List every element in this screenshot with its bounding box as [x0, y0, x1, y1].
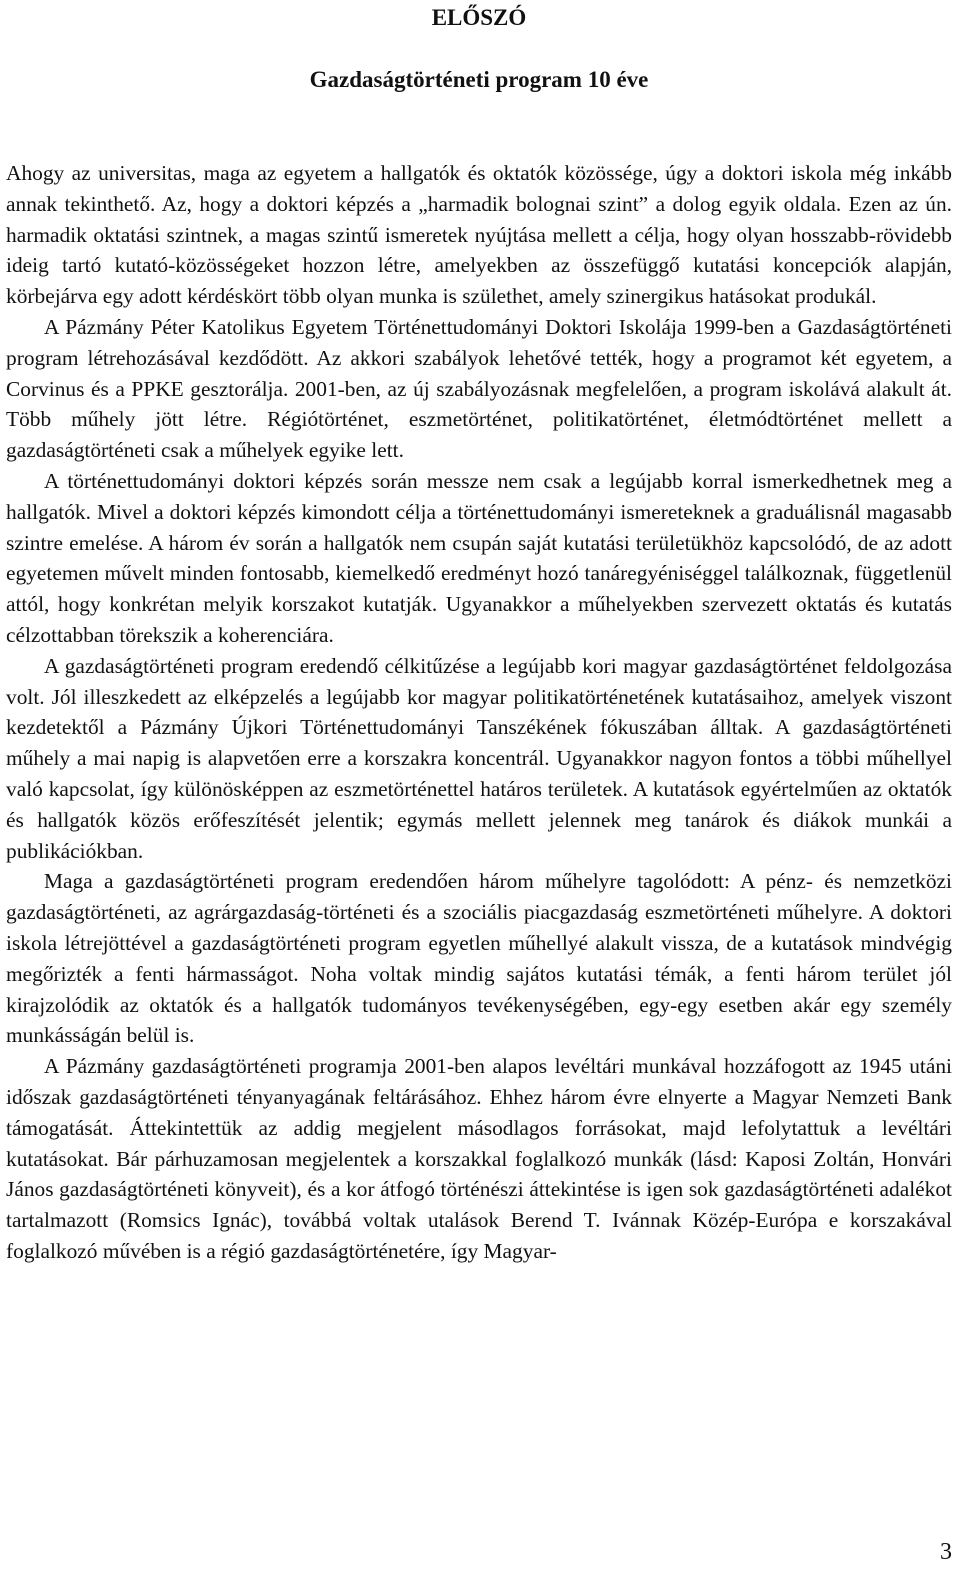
- paragraph: Maga a gazdaságtörténeti program eredendően három műhelyre tagolódott: A pénz- és nemzetközi gazdaságtörténeti, az agrárgazdaság-történeti és a szociális piacgazdaság eszmetörténeti műhelyre. A doktori iskola létrejöttével a gazdaságtörténeti program egyetlen műhellyé alakult vissza, de a kutatások mindvégig megőrizték a fenti hármasságot. Noha voltak mindig sajátos kutatási témák, a fenti három terület jól kirajzolódik az oktatók és a hallgatók tudományos tevékenységében, egy-egy esetben akár egy személy munkásságán belül is.: [6, 869, 952, 1048]
- paragraph: A történettudományi doktori képzés során messze nem csak a legújabb korral ismerkedhetnek meg a hallgatók. Mivel a doktori képzés kimondott célja a történettudományi ismereteknek a graduálisnál magasabb szintre emelése. A három év során a hallgatók nem csupán saját kutatási területükhöz kapcsolódó, de az adott egyetemen művelt minden fontosabb, kiemelkedő eredményt hozó tanáregyéniséggel találkoznak, függetlenül attól, hogy konkrétan melyik korszakot kutatják. Ugyanakkor a műhelyekben szervezett oktatás és kutatás célzottabban törekszik a koherenciára.: [6, 468, 952, 647]
- chapter-subtitle: Gazdaságtörténeti program 10 éve: [309, 67, 649, 92]
- paragraph: Ahogy az universitas, maga az egyetem a hallgatók és oktatók közössége, úgy a doktori iskola még inkább annak tekinthető. Az, hogy a doktori képzés a „harmadik bolognai szint” a dolog egyik oldala. Ezen az ún. harmadik oktatási szintnek, a magas szintű ismeretek nyújtása mellett a célja, hogy olyan hosszabb-rövidebb ideig tartó kutató-közösségeket hozzon létre, amelyekben az összefüggő kutatási koncepciók alapján, körbejárva egy adott kérdéskört több olyan munka is születhet, amely szinergikus hatásokat produkál.: [6, 161, 952, 309]
- chapter-title: ELŐSZÓ: [431, 5, 527, 30]
- paragraph: A gazdaságtörténeti program eredendő célkitűzése a legújabb kori magyar gazdaságtörténet feldolgozása volt. Jól illeszkedett az elképzelés a legújabb kor magyar politikatörténetének kutatásaihoz, amelyek viszont kezdetektől a Pázmány Újkori Történettudományi Tanszékének fókuszában álltak. A gazdaságtörténeti műhely a mai napig is alapvetően erre a korszakra koncentrál. Ugyanakkor nagyon fontos a többi műhellyel való kapcsolat, így különösképpen az eszmetörténettel határos területek. A kutatások egyértelműen az oktatók és hallgatók közös erőfeszítését jelentik; egymás mellett jelennek meg tanárok és diákok munkái a publikációkban.: [6, 653, 952, 863]
- page-number: 3: [940, 1539, 952, 1565]
- paragraph: A Pázmány Péter Katolikus Egyetem Történettudományi Doktori Iskolája 1999-ben a Gazdaságtörténeti program létrehozásával kezdődött. Az akkori szabályok lehetővé tették, hogy a programot két egyetem, a Corvinus és a PPKE gesztorálja. 2001-ben, az új szabályozásnak megfelelően, a program iskolává alakult át. Több műhely jött létre. Régiótörténet, eszmetörténet, politikatörténet, életmódtörténet mellett a gazdaságtörténeti csak a műhelyek egyike lett.: [6, 314, 952, 463]
- body-text: [6, 158, 952, 1267]
- paragraph: A Pázmány gazdaságtörténeti programja 2001-ben alapos levéltári munkával hozzáfogott az 1945 utáni időszak gazdaságtörténeti tényanyagának feltárásához. Ehhez három évre elnyerte a Magyar Nemzeti Bank támogatását. Áttekintettük az addig megjelent másodlagos forrásokat, majd lefolytattuk a levéltári kutatásokat. Bár párhuzamosan megjelentek a korszakkal foglalkozó munkák (lásd: Kaposi Zoltán, Honvári János gazdaságtörténeti könyveit), és a kor átfogó történészi áttekintése is igen sok gazdaságtörténeti adalékot tartalmazott (Romsics Ignác), továbbá voltak utalások Berend T. Ivánnak Közép-Európa e korszakával foglalkozó művében is a régió gazdaságtörténetére, így Magyar-: [6, 1054, 952, 1263]
